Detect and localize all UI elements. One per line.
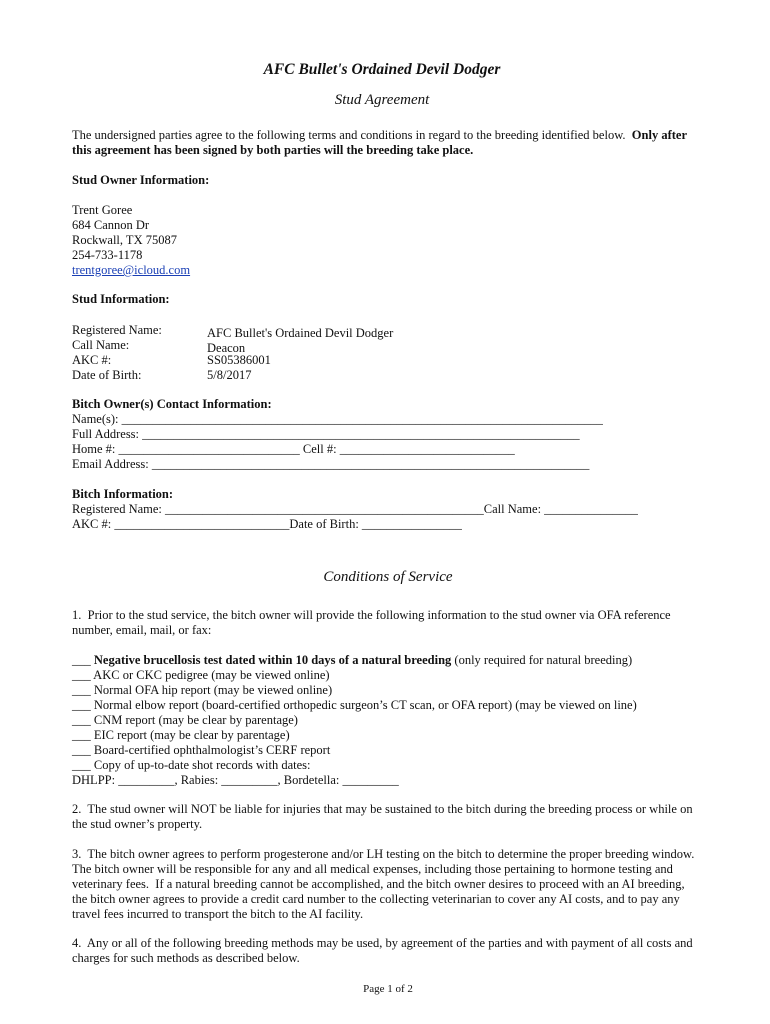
intro-bold-text: Only after xyxy=(631,128,687,142)
page-number: Page 1 of 2 xyxy=(363,983,413,995)
checklist-item xyxy=(72,653,704,668)
condition-text: 1. Prior to the stud service, the bitch owner will provide the following information to the stud owner via OFA reference xyxy=(72,608,671,622)
condition-text: 4. Any or all of the following breeding methods may be used, by agreement of the parties and with payment of all costs and xyxy=(72,936,693,950)
stud-info-label: AKC #: xyxy=(72,353,112,367)
condition-text: the stud owner’s property. xyxy=(72,817,203,831)
stud-info-value: SS05386001 xyxy=(207,353,271,367)
bitch-owner-names-field[interactable]: Name(s): _____________________________________________________________________________ xyxy=(72,412,603,426)
stud-info-label: Call Name: xyxy=(72,338,130,352)
checklist-bold-text: Negative brucellosis test dated within 10 days of a natural breeding xyxy=(93,653,452,667)
checklist-item[interactable]: ___ Copy of up-to-date shot records with dates: xyxy=(72,758,311,772)
checklist-item[interactable]: ___ EIC report (may be clear by parentage) xyxy=(72,728,290,742)
stud-owner-phone: 254-733-1178 xyxy=(72,248,143,262)
bitch-akc-field[interactable]: AKC #: ____________________________Date of Birth: ________________ xyxy=(72,517,462,531)
stud-info-value: AFC Bullet's Ordained Devil Dodger xyxy=(207,326,394,340)
condition-text: 3. The bitch owner agrees to perform progesterone and/or LH testing on the bitch to determine the proper breeding window. xyxy=(72,847,695,861)
intro-paragraph xyxy=(72,128,704,158)
stud-info-label: Date of Birth: xyxy=(72,368,142,382)
condition-text: veterinary fees. If a natural breeding cannot be accomplished, and the bitch owner desires to proceed with an AI breeding, xyxy=(72,877,685,891)
document-subtitle: Stud Agreement xyxy=(334,92,430,108)
stud-owner-city: Rockwall, TX 75087 xyxy=(72,233,177,247)
checklist-item[interactable]: ___ Normal OFA hip report (may be viewed online) xyxy=(72,683,333,697)
stud-owner-info xyxy=(72,203,704,278)
bitch-owner-heading: Bitch Owner(s) Contact Information: xyxy=(72,397,272,411)
bitch-owner-address-field[interactable]: Full Address: ______________________________________________________________________ xyxy=(72,427,580,441)
document-title: AFC Bullet's Ordained Devil Dodger xyxy=(263,61,501,78)
bitch-registered-name-field[interactable]: Registered Name: ___________________________________________________Call Name: _______________ xyxy=(72,502,638,516)
stud-info-heading: Stud Information: xyxy=(72,292,170,306)
intro-text: The undersigned parties agree to the following terms and conditions in regard to the breeding identified below. xyxy=(72,128,632,142)
condition-text: travel fees incurred to transport the bitch to the AI facility. xyxy=(72,907,364,921)
shot-records-field[interactable]: DHLPP: _________, Rabies: _________, Bordetella: _________ xyxy=(72,773,399,787)
checklist-text: (only required for natural breeding) xyxy=(451,653,633,667)
stud-info-label: Registered Name: xyxy=(72,323,162,337)
stud-owner-street: 684 Cannon Dr xyxy=(72,218,150,232)
stud-info-value: 5/8/2017 xyxy=(207,368,252,382)
condition-text: 2. The stud owner will NOT be liable for injuries that may be sustained to the bitch during the breeding process or while on xyxy=(72,802,693,816)
bitch-info-heading: Bitch Information: xyxy=(72,487,174,501)
bitch-owner-email-field[interactable]: Email Address: ______________________________________________________________________ xyxy=(72,457,590,471)
checklist-blank[interactable]: ___ xyxy=(72,653,94,667)
checklist-item[interactable]: ___ Normal elbow report (board-certified orthopedic surgeon’s CT scan, or OFA report) (may be viewed on line) xyxy=(72,698,637,712)
intro-bold-line2: this agreement has been signed by both parties will the breeding take place. xyxy=(72,143,474,157)
stud-owner-email-link[interactable]: trentgoree@icloud.com xyxy=(72,263,191,277)
bitch-info-section xyxy=(72,487,704,532)
requirements-checklist xyxy=(72,653,704,788)
stud-owner-heading: Stud Owner Information: xyxy=(72,173,210,187)
condition-text: charges for such methods as described below. xyxy=(72,951,300,965)
stud-info-value: Deacon xyxy=(207,341,246,355)
checklist-item[interactable]: ___ CNM report (may be clear by parentage) xyxy=(72,713,298,727)
condition-text: The bitch owner will be responsible for any and all medical expenses, including those pertaining to hormone testing and xyxy=(72,862,673,876)
checklist-item[interactable]: ___ AKC or CKC pedigree (may be viewed online) xyxy=(72,668,330,682)
bitch-owner-phone-field[interactable]: Home #: _____________________________ Cell #: ____________________________ xyxy=(72,442,515,456)
condition-text: number, email, mail, or fax: xyxy=(72,623,212,637)
checklist-item[interactable]: ___ Board-certified ophthalmologist’s CERF report xyxy=(72,743,331,757)
condition-item-2 xyxy=(72,802,704,832)
condition-text: the bitch owner agrees to provide a credit card number to the collecting veterinarian to cover any AI costs, and to pay any xyxy=(72,892,680,906)
bitch-owner-section xyxy=(72,397,704,472)
condition-item-4 xyxy=(72,936,704,966)
conditions-heading: Conditions of Service xyxy=(323,569,453,585)
stud-owner-name: Trent Goree xyxy=(72,203,133,217)
condition-item-3 xyxy=(72,847,704,922)
condition-item-1 xyxy=(72,608,704,638)
